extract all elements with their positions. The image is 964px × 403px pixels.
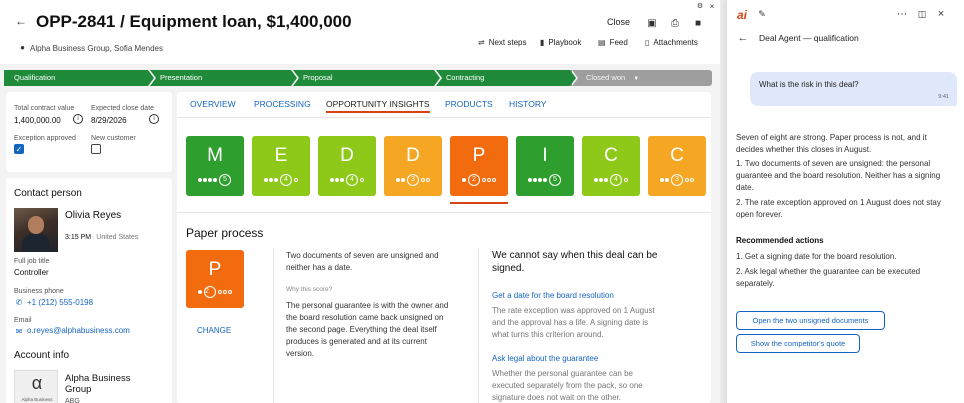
exception-approved-checkbox[interactable]: ✓ xyxy=(15,145,23,154)
score-dot-empty xyxy=(228,290,232,294)
cart-icon[interactable]: ▣ xyxy=(647,17,657,29)
deal-agent-panel xyxy=(726,0,964,403)
tile-letter: M xyxy=(207,145,223,166)
meddpicc-tile-e[interactable] xyxy=(252,136,310,196)
score-number: 4 xyxy=(280,174,292,186)
score-dot-filled xyxy=(198,290,202,294)
account-code: ABG xyxy=(65,398,80,403)
stage-bar xyxy=(4,70,712,86)
guarantee-action-link[interactable]: Ask legal about the guarantee xyxy=(492,354,599,363)
score-dot-filled xyxy=(274,178,278,182)
score-dot-filled xyxy=(594,178,598,182)
job-title-value: Controller xyxy=(14,268,49,277)
why-score-label: Why this score? xyxy=(286,286,333,293)
email-icon: ✉ xyxy=(15,326,23,336)
edit-icon[interactable]: ✎ xyxy=(758,8,766,19)
close-icon[interactable]: × xyxy=(709,1,715,11)
score-dot-filled xyxy=(264,178,268,182)
page-title: OPP-2841 / Equipment loan, $1,400,000 xyxy=(36,12,352,31)
contact-section-title: Contact person xyxy=(14,188,82,199)
stage-presentation[interactable]: Presentation xyxy=(150,70,291,86)
info-icon[interactable]: i xyxy=(73,114,83,124)
score-dot-filled xyxy=(340,178,344,182)
tile-score xyxy=(384,174,442,186)
score-dot-empty xyxy=(492,178,496,182)
score-dot-filled xyxy=(396,178,400,182)
summary-card xyxy=(6,92,172,172)
tile-letter: C xyxy=(604,145,618,166)
more-icon[interactable]: ⋯ xyxy=(897,8,907,20)
score-number: 3 xyxy=(407,174,419,186)
settings-icon[interactable]: ⚙ xyxy=(696,3,704,10)
tile-letter: D xyxy=(340,145,354,166)
close-icon[interactable]: × xyxy=(937,8,945,20)
tile-letter: D xyxy=(406,145,420,166)
job-title-label: Full job title xyxy=(14,258,50,265)
tile-score xyxy=(252,174,310,186)
score-dot-filled xyxy=(528,178,532,182)
phone-label: Business phone xyxy=(14,288,64,295)
info-icon[interactable]: i xyxy=(149,114,159,124)
ai-logo-icon: ai xyxy=(737,8,748,22)
exception-approved-label: Exception approved xyxy=(14,135,76,142)
score-number: 5 xyxy=(219,174,231,186)
tile-letter: I xyxy=(542,145,548,166)
user-message-time: 9:41 xyxy=(938,94,949,100)
score-dot-empty xyxy=(223,290,227,294)
score-dot-filled xyxy=(604,178,608,182)
next-steps-button[interactable]: ⇌ Next steps xyxy=(478,38,527,47)
total-contract-value: 1,400,000.00 xyxy=(14,116,61,125)
account-name: Alpha Business Group xyxy=(65,373,131,395)
tab-history[interactable]: HISTORY xyxy=(509,99,547,109)
account-logo: α Alpha Business xyxy=(14,370,58,403)
stage-closed-won[interactable]: Closed won ▼ xyxy=(570,70,712,86)
stage-contracting[interactable]: Contracting xyxy=(436,70,570,86)
back-arrow-icon[interactable]: ← xyxy=(15,14,27,28)
score-dot-empty xyxy=(421,178,425,182)
tab-overview[interactable]: OVERVIEW xyxy=(190,99,236,109)
contact-local-time: 3:15 PM xyxy=(65,234,92,241)
score-dot-filled xyxy=(462,178,466,182)
phone-link[interactable]: +1 (212) 555-0198 xyxy=(27,298,94,307)
detail-score-tile: P 2 xyxy=(186,250,244,308)
feed-icon: ▤ xyxy=(598,38,606,47)
detail-heading: Paper process xyxy=(186,226,264,240)
detail-divider xyxy=(177,212,711,213)
contact-location: · United States xyxy=(92,234,139,241)
change-score-button[interactable]: CHANGE xyxy=(197,326,232,335)
tile-letter: E xyxy=(274,145,288,166)
guarantee-action-text: Whether the personal guarantee can be executed separately from the pack, so one signature does not wait on the other. xyxy=(492,369,643,402)
score-dot-filled xyxy=(269,178,273,182)
meddpicc-tile-c[interactable] xyxy=(582,136,640,196)
expected-close-label: Expected close date xyxy=(91,105,155,112)
why-score-text: The personal guarantee is with the owner and the board resolution came back unsigned on the second page. Everything the deal itself produces is generated and at its current version. xyxy=(286,301,449,358)
contact-name: Olivia Reyes xyxy=(65,210,122,221)
email-link[interactable]: o.reyes@alphabusiness.com xyxy=(27,326,130,335)
stage-qualification[interactable]: Qualification xyxy=(4,70,148,86)
print-icon[interactable]: ⎙ xyxy=(671,17,679,29)
score-dot-empty xyxy=(487,178,491,182)
score-dot-empty xyxy=(685,178,689,182)
risk-heading: We cannot say when this deal can be signed. xyxy=(492,250,658,274)
tile-letter: P xyxy=(472,145,486,166)
paperclip-icon: ▯ xyxy=(645,38,650,47)
tile-score xyxy=(450,174,508,186)
meddpicc-tile-p[interactable] xyxy=(450,136,508,196)
score-number: 4 xyxy=(346,174,358,186)
recommended-action: 1. Get a signing date for the board resolution. xyxy=(736,252,897,261)
playbook-button[interactable]: ▮ Playbook xyxy=(540,38,582,47)
score-number: 4 xyxy=(610,174,622,186)
agent-reply-paragraph: 1. Two documents of seven are unsigned: the personal guarantee and the board resolution. Neither has a signing date. xyxy=(736,159,941,192)
column-divider xyxy=(273,248,274,403)
new-customer-label: New customer xyxy=(91,135,136,142)
score-dot-filled xyxy=(599,178,603,182)
agent-reply-paragraph: Seven of eight are strong. Paper process is not, and it decides whether this closes in August. xyxy=(736,133,927,154)
email-label: Email xyxy=(14,317,32,324)
chevron-down-icon: ▼ xyxy=(633,76,640,82)
tab-products[interactable]: PRODUCTS xyxy=(445,99,493,109)
score-dot-filled xyxy=(203,178,207,182)
meddpicc-tile-c[interactable] xyxy=(648,136,706,196)
new-customer-checkbox[interactable] xyxy=(91,144,101,154)
tabs-divider xyxy=(177,117,711,118)
tile-score xyxy=(648,174,706,186)
tile-score xyxy=(186,174,244,186)
stage-proposal[interactable]: Proposal xyxy=(293,70,434,86)
recommended-actions-heading: Recommended actions xyxy=(736,236,824,245)
meddpicc-tile-m[interactable] xyxy=(186,136,244,196)
back-arrow-icon[interactable]: ← xyxy=(737,32,749,44)
tile-score xyxy=(318,174,376,186)
show-competitor-quote-button[interactable]: Show the competitor's quote xyxy=(736,334,860,353)
attachments-button[interactable]: ▯ Attachments xyxy=(645,38,698,47)
account-info-title: Account info xyxy=(14,350,70,361)
agent-title: Deal Agent — qualification xyxy=(759,33,859,43)
phone-icon: ✆ xyxy=(15,297,23,307)
user-message-text: What is the risk in this deal? xyxy=(759,80,859,89)
feed-button[interactable]: ▤ Feed xyxy=(598,38,628,47)
contact-card xyxy=(6,178,172,403)
tile-letter: C xyxy=(670,145,684,166)
score-dot-empty xyxy=(482,178,486,182)
board-resolution-action-link[interactable]: Get a date for the board resolution xyxy=(492,291,614,300)
book-icon: ▮ xyxy=(540,38,545,47)
score-dot-filled xyxy=(330,178,334,182)
score-dot-filled xyxy=(538,178,542,182)
close-button[interactable]: Close xyxy=(607,17,631,27)
score-dot-filled xyxy=(543,178,547,182)
meddpicc-tile-i[interactable] xyxy=(516,136,574,196)
score-dot-filled xyxy=(335,178,339,182)
score-number: 5 xyxy=(549,174,561,186)
score-dot-filled xyxy=(213,178,217,182)
agent-reply-paragraph: 2. The rate exception approved on 1 August does not stay open forever. xyxy=(736,198,941,219)
meddpicc-tile-d[interactable] xyxy=(318,136,376,196)
recommended-action: 2. Ask legal whether the guarantee can be executed separately. xyxy=(736,267,921,288)
score-dot-empty xyxy=(426,178,430,182)
score-dot-filled xyxy=(198,178,202,182)
board-resolution-action-text: The rate exception was approved on 1 August and the approval has a life. A signing date is what turns this criterion around. xyxy=(492,306,655,339)
total-contract-value-label: Total contract value xyxy=(14,105,75,112)
score-dot-empty xyxy=(360,178,364,182)
tab-opportunity-insights[interactable]: OPPORTUNITY INSIGHTS xyxy=(326,99,430,113)
insights-panel xyxy=(177,92,711,403)
score-dot-empty xyxy=(690,178,694,182)
next-steps-icon: ⇌ xyxy=(478,38,485,47)
dock-icon[interactable]: ◫ xyxy=(917,8,927,19)
tab-processing[interactable]: PROCESSING xyxy=(254,99,311,109)
column-divider xyxy=(478,248,479,403)
score-number: 2 xyxy=(468,174,480,186)
detail-summary: Two documents of seven are unsigned and neither has a date. xyxy=(286,251,439,272)
tile-score xyxy=(582,174,640,186)
tag-icon: ● xyxy=(20,43,25,52)
user-message-bubble xyxy=(750,72,957,106)
score-dot-filled xyxy=(533,178,537,182)
record-header xyxy=(0,0,720,64)
tile-score xyxy=(516,174,574,186)
expected-close-date: 8/29/2026 xyxy=(91,116,127,125)
contact-avatar xyxy=(14,208,58,252)
account-subtitle: Alpha Business Group, Sofia Mendes xyxy=(30,44,163,53)
score-dot-empty xyxy=(218,290,222,294)
score-dot-filled xyxy=(665,178,669,182)
score-dot-filled xyxy=(401,178,405,182)
score-number: 3 xyxy=(671,174,683,186)
selected-tile-indicator xyxy=(450,202,508,204)
score-dot-filled xyxy=(660,178,664,182)
score-dot-empty xyxy=(294,178,298,182)
score-dot-filled xyxy=(208,178,212,182)
score-number: 2 xyxy=(204,286,216,298)
meddpicc-tile-d[interactable] xyxy=(384,136,442,196)
lock-icon[interactable]: ■ xyxy=(694,17,702,29)
score-dot-empty xyxy=(624,178,628,182)
open-unsigned-documents-button[interactable]: Open the two unsigned documents xyxy=(736,311,885,330)
